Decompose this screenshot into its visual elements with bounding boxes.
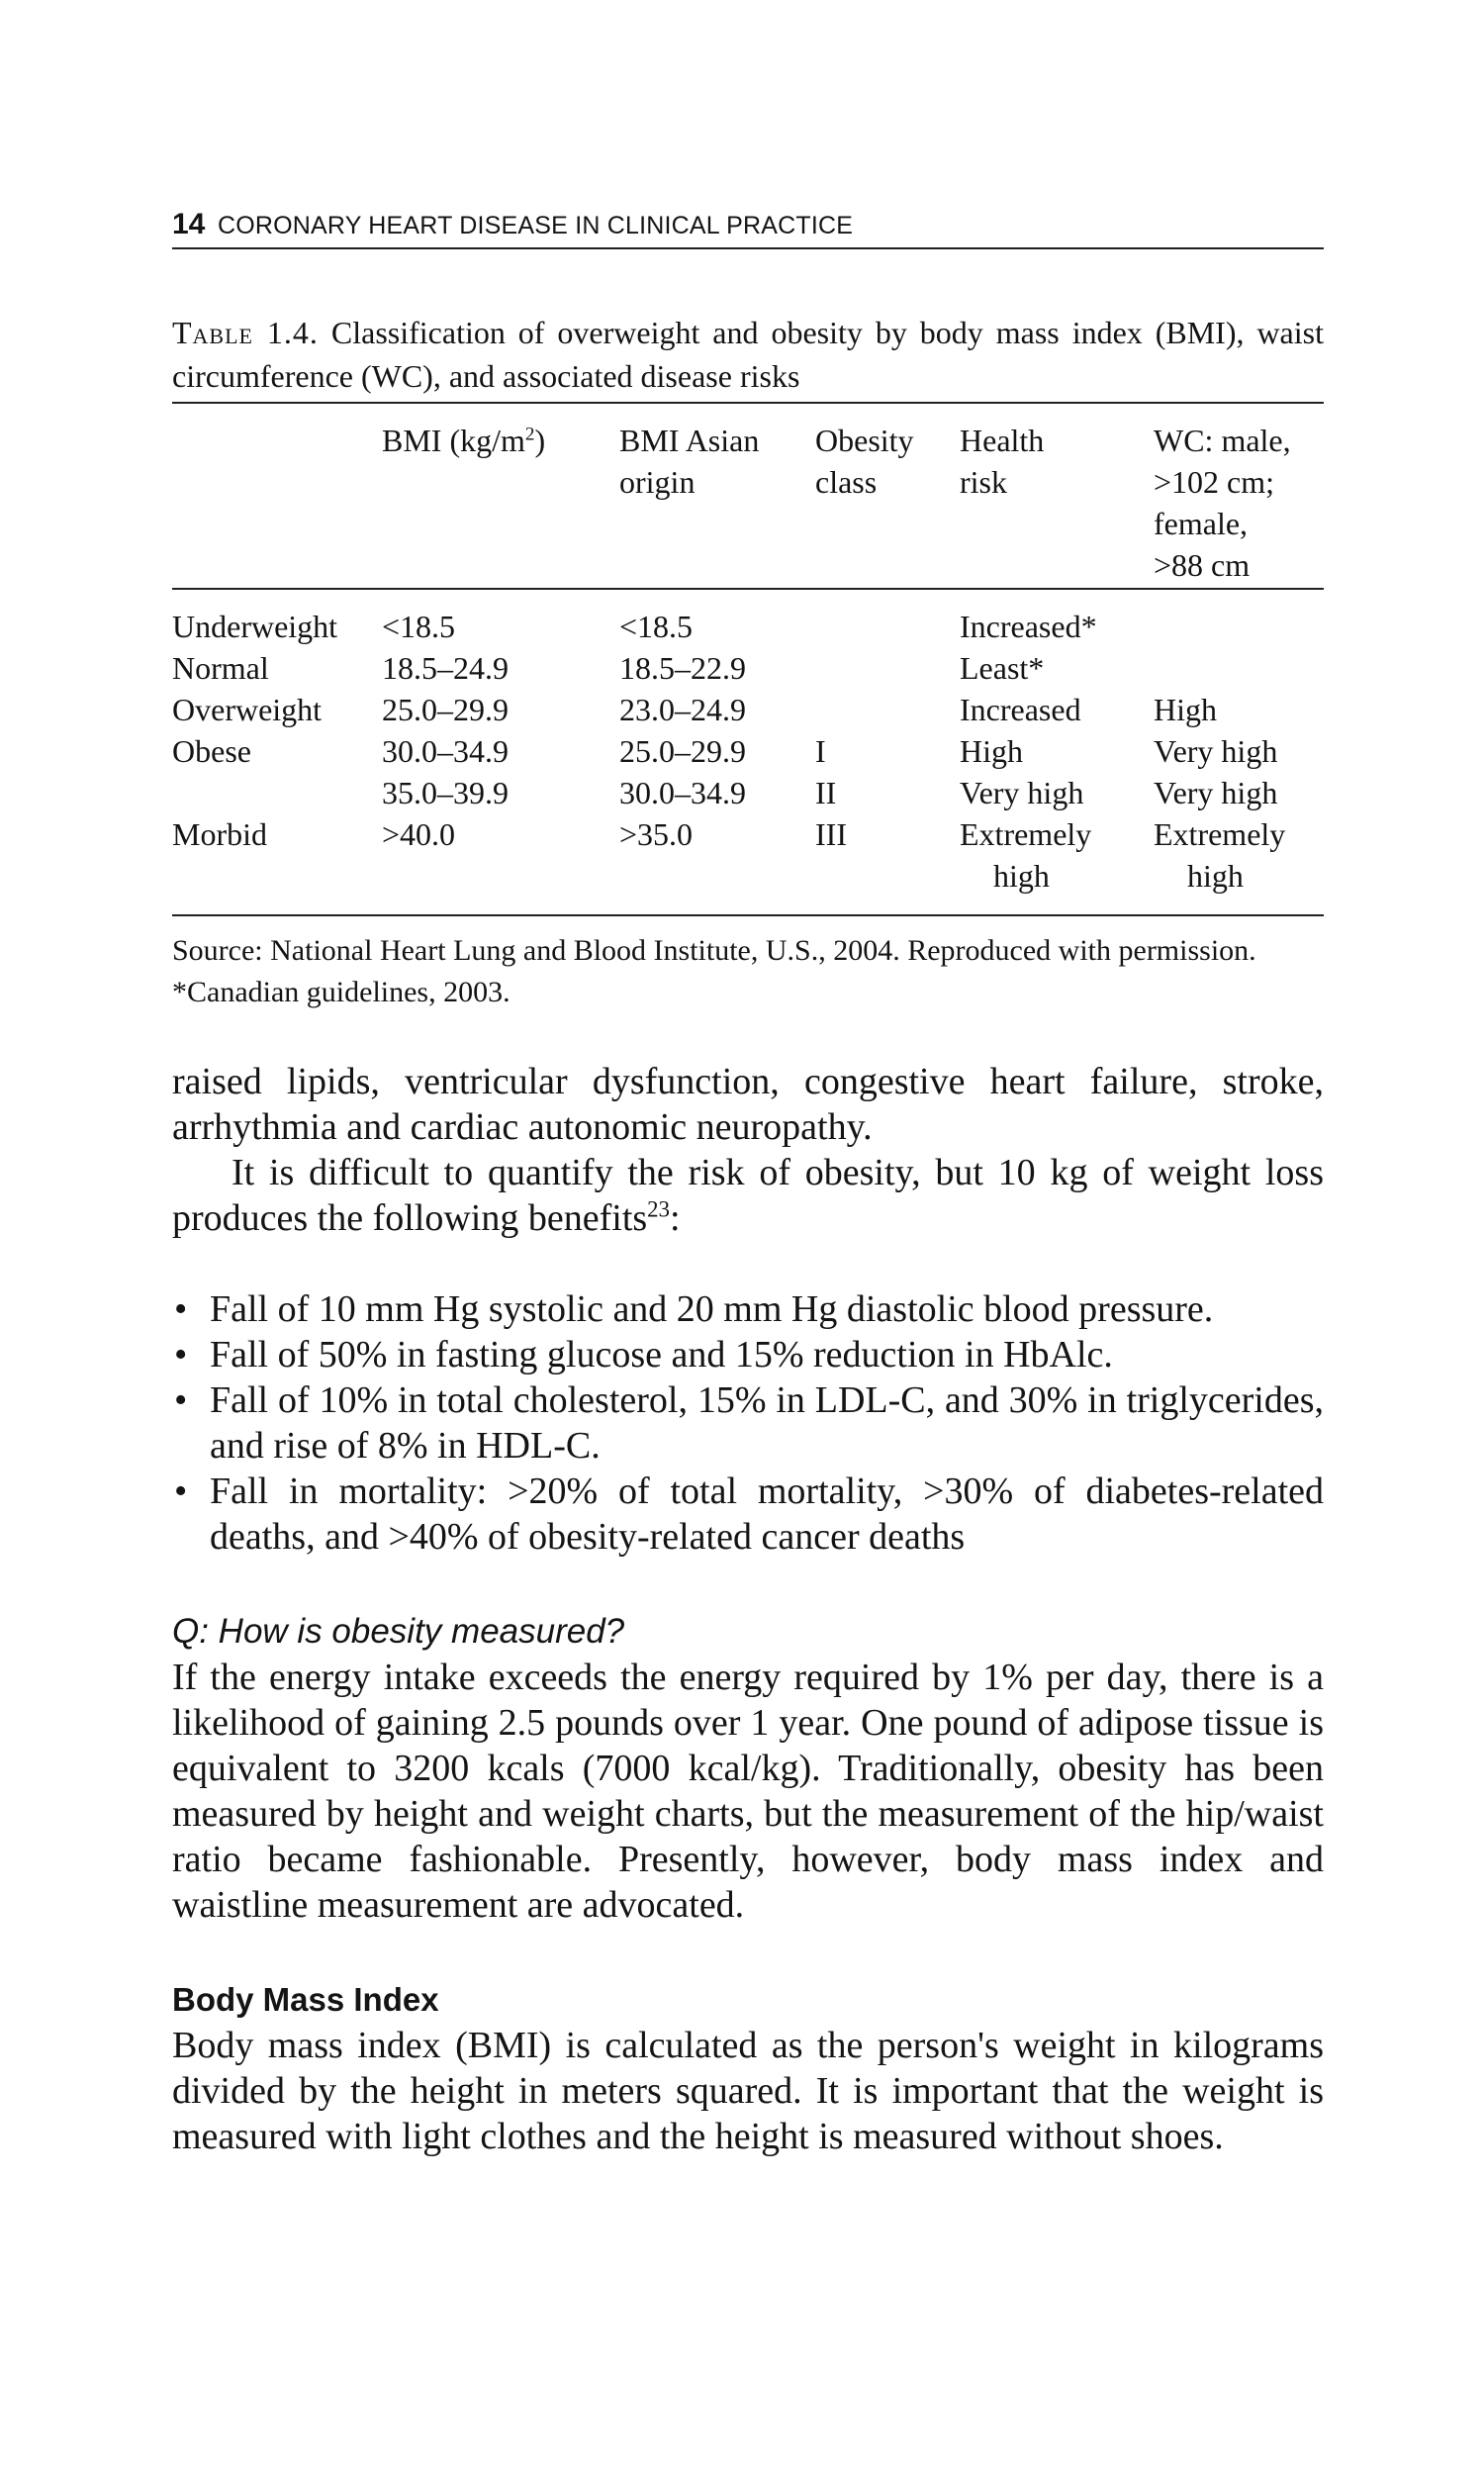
cell-bmi-asian: 25.0–29.9	[619, 733, 746, 769]
header-health-risk: Health risk	[960, 403, 1154, 589]
cell-waist-circumference: High	[1154, 692, 1217, 727]
table-source-note	[172, 930, 1324, 1013]
cell-bmi-asian: >35.0	[619, 816, 694, 852]
cell-health-risk: Least*	[960, 650, 1045, 686]
cell-bmi-asian: 23.0–24.9	[619, 692, 746, 727]
bmi-classification-table	[172, 402, 1324, 916]
bullet-icon: •	[174, 1470, 188, 1512]
footnote-line: *Canadian guidelines, 2003.	[172, 976, 510, 1008]
page-number: 14	[172, 208, 206, 240]
header-bmi-asian: BMI Asian origin	[619, 403, 815, 589]
cell-obesity-class	[815, 647, 960, 689]
table-caption-text: Classification of overweight and obesity by body mass index (BMI), waist circumference (WC), and associated disease risks	[172, 315, 1324, 394]
table-label: Table 1.4.	[172, 315, 319, 350]
table-row	[172, 813, 1324, 855]
running-title: CORONARY HEART DISEASE IN CLINICAL PRACTICE	[218, 212, 854, 239]
header-waist-circumference: WC: male, >102 cm; female, >88 cm	[1154, 403, 1324, 589]
list-item: • Fall of 50% in fasting glucose and 15% reduction in HbAlc.	[174, 1334, 1113, 1375]
cell-health-risk: Extremely	[960, 816, 1092, 852]
cell-health-risk: high	[960, 855, 1154, 915]
cell-category: Obese	[172, 733, 251, 769]
cell-bmi: 35.0–39.9	[382, 775, 509, 810]
citation-ref: 23	[647, 1196, 670, 1222]
table-caption	[172, 311, 1324, 398]
cell-bmi: <18.5	[382, 609, 456, 644]
paragraph-bmi: Body mass index (BMI) is calculated as the person's weight in kilograms divided by the height in meters squared. It is important that the weight is measured with light clothes and the height is measured without shoes.	[172, 2025, 1324, 2157]
running-header	[172, 208, 1324, 249]
header-category	[172, 403, 382, 589]
cell-obesity-class: II	[815, 775, 837, 810]
cell-bmi-asian: 30.0–34.9	[619, 775, 746, 810]
paragraph-weight-loss: It is difficult to quantify the risk of obesity, but 10 kg of weight loss produces the following benefits$^{23}$:	[172, 1152, 1324, 1239]
cell-waist-circumference: Extremely	[1154, 816, 1286, 852]
table-row	[172, 589, 1324, 647]
cell-health-risk: Very high	[960, 775, 1084, 810]
bullet-icon: •	[174, 1334, 188, 1375]
cell-bmi-asian	[619, 855, 815, 915]
cell-bmi	[382, 855, 619, 915]
cell-waist-circumference: high	[1154, 855, 1324, 915]
cell-obesity-class	[815, 689, 960, 730]
cell-obesity-class: I	[815, 733, 826, 769]
cell-health-risk: Increased*	[960, 609, 1097, 644]
cell-waist-circumference: Very high	[1154, 733, 1278, 769]
benefits-list	[172, 1286, 1324, 1560]
cell-bmi: 30.0–34.9	[382, 733, 509, 769]
table-header-row	[172, 403, 1324, 589]
table-row	[172, 730, 1324, 772]
table-row	[172, 647, 1324, 689]
cell-obesity-class	[815, 589, 960, 647]
paragraph-risks: raised lipids, ventricular dysfunction, congestive heart failure, stroke, arrhythmia and cardiac autonomic neuropathy.	[172, 1061, 1324, 1148]
cell-category: Normal	[172, 650, 269, 686]
source-line: Source: National Heart Lung and Blood Institute, U.S., 2004. Reproduced with permission.	[172, 934, 1256, 967]
section-heading: Body Mass Index	[172, 1981, 439, 2018]
cell-health-risk: High	[960, 733, 1023, 769]
cell-obesity-class: III	[815, 816, 847, 852]
cell-category: Morbid	[172, 816, 267, 852]
cell-bmi: 18.5–24.9	[382, 650, 509, 686]
bullet-icon: •	[174, 1379, 188, 1421]
cell-category: Underweight	[172, 609, 338, 644]
cell-health-risk: Increased	[960, 692, 1081, 727]
table-row	[172, 689, 1324, 730]
cell-waist-circumference: Very high	[1154, 775, 1278, 810]
cell-obesity-class	[815, 855, 960, 915]
bullet-icon: •	[174, 1288, 188, 1330]
cell-category	[172, 855, 382, 915]
list-item: • Fall in mortality: >20% of total mortality, >30% of diabetes-related deaths, and >40% of obesity-related cancer deaths	[174, 1470, 1324, 1558]
cell-bmi-asian: 18.5–22.9	[619, 650, 746, 686]
header-obesity-class: Obesity class	[815, 403, 960, 589]
list-item: • Fall of 10% in total cholesterol, 15% in LDL-C, and 30% in triglycerides, and rise of 8% in HDL-C.	[174, 1379, 1324, 1467]
cell-category: Overweight	[172, 692, 323, 727]
cell-bmi: 25.0–29.9	[382, 692, 509, 727]
cell-waist-circumference	[1154, 589, 1324, 647]
table-row	[172, 855, 1324, 915]
cell-category	[172, 772, 382, 813]
question-heading: Q: How is obesity measured?	[172, 1612, 625, 1651]
header-bmi: BMI $(kg/m^2)$	[382, 403, 619, 589]
cell-bmi-asian: <18.5	[619, 609, 694, 644]
cell-bmi: >40.0	[382, 816, 456, 852]
paragraph-measurement: If the energy intake exceeds the energy required by 1% per day, there is a likelihood of gaining 2.5 pounds over 1 year. One pound of adipose tissue is equivalent to 3200 kcals (7000 kcal/kg). Traditionally, obesity has been measured by height and weight charts, but the measurement of the hip/waist ratio became fashionable. Presently, however, body mass index and waistline measurement are advocated.	[172, 1657, 1324, 1926]
table-row	[172, 772, 1324, 813]
list-item: • Fall of 10 mm Hg systolic and 20 mm Hg diastolic blood pressure.	[174, 1288, 1214, 1330]
cell-waist-circumference	[1154, 647, 1324, 689]
book-page	[172, 208, 1324, 2159]
